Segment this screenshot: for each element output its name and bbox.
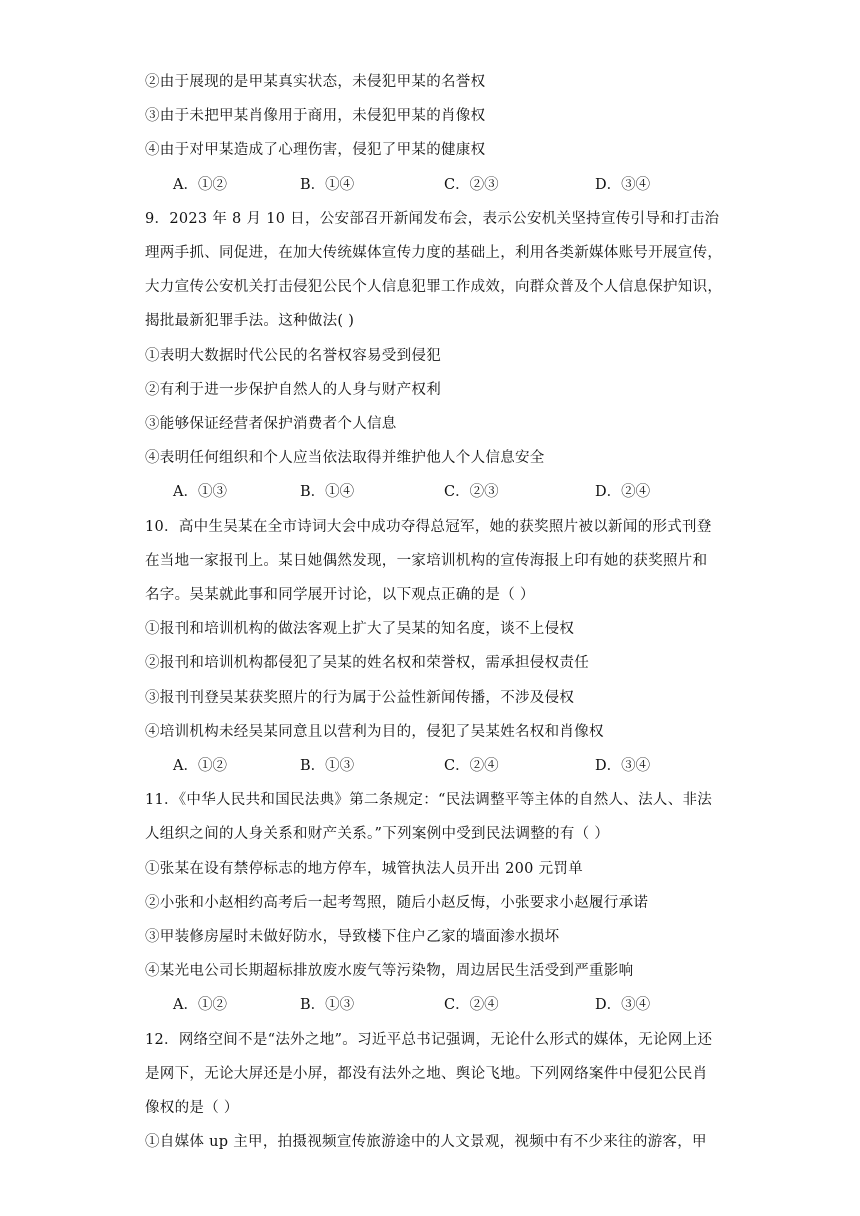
text-line: ③能够保证经营者保护消费者个人信息 <box>145 416 397 432</box>
option-b: B．①④ <box>300 484 355 500</box>
text-line: ④培训机构未经吴某同意且以营利为目的，侵犯了吴某姓名权和肖像权 <box>145 724 604 740</box>
text-line: 名字。吴某就此事和同学展开讨论，以下观点正确的是（ ） <box>145 587 535 603</box>
text-line: ③甲装修房屋时未做好防水，导致楼下住户乙家的墙面渗水损坏 <box>145 929 560 945</box>
text-line: 11．《中华人民共和国民法典》第二条规定：“民法调整平等主体的自然人、法人、非法 <box>145 792 713 808</box>
answer-options <box>173 175 733 195</box>
text-line: 是网下，无论大屏还是小屏，都没有法外之地、舆论飞地。下列网络案件中侵犯公民肖 <box>145 1066 708 1082</box>
text-line: 人组织之间的人身关系和财产关系。”下列案例中受到民法调整的有（ ） <box>145 826 610 842</box>
text-line: ④由于对甲某造成了心理伤害，侵犯了甲某的健康权 <box>145 142 486 158</box>
option-a: A．①② <box>173 997 227 1013</box>
text-line: ②由于展现的是甲某真实状态，未侵犯甲某的名誉权 <box>145 74 486 90</box>
text-line: ③由于未把甲某肖像用于商用，未侵犯甲某的肖像权 <box>145 108 486 124</box>
text-line: ①表明大数据时代公民的名誉权容易受到侵犯 <box>145 348 441 364</box>
text-line: 大力宣传公安机关打击侵犯公民个人信息犯罪工作成效，向群众普及个人信息保护知识， <box>145 279 723 295</box>
option-c: C．②③ <box>444 484 499 500</box>
option-a: A．①② <box>173 177 227 193</box>
text-line: ①报刊和培训机构的做法客观上扩大了吴某的知名度，谈不上侵权 <box>145 621 575 637</box>
text-line: 揭批最新犯罪手法。这种做法( ) <box>145 313 355 329</box>
option-c: C．②③ <box>444 177 499 193</box>
option-a: A．①② <box>173 758 227 774</box>
option-d: D．③④ <box>595 177 651 193</box>
text-line: ②有利于进一步保护自然人的人身与财产权利 <box>145 382 441 398</box>
text-line: ③报刊刊登吴某获奖照片的行为属于公益性新闻传播，不涉及侵权 <box>145 690 575 706</box>
option-b: B．①③ <box>300 758 355 774</box>
option-d: D．②④ <box>595 484 651 500</box>
answer-options <box>173 756 733 776</box>
text-line: 在当地一家报刊上。某日她偶然发现，一家培训机构的宣传海报上印有她的获奖照片和 <box>145 553 708 569</box>
option-b: B．①③ <box>300 997 355 1013</box>
text-line: 12．网络空间不是“法外之地”。习近平总书记强调，无论什么形式的媒体，无论网上还 <box>145 1032 713 1048</box>
option-b: B．①④ <box>300 177 355 193</box>
text-line: ②报刊和培训机构都侵犯了吴某的姓名权和荣誉权，需承担侵权责任 <box>145 655 589 671</box>
text-line: ①张某在设有禁停标志的地方停车，城管执法人员开出 200 元罚单 <box>145 861 583 877</box>
answer-options <box>173 995 733 1015</box>
option-c: C．②④ <box>444 997 499 1013</box>
option-d: D．③④ <box>595 997 651 1013</box>
option-d: D．③④ <box>595 758 651 774</box>
text-line: 理两手抓、同促进，在加大传统媒体宣传力度的基础上，利用各类新媒体账号开展宣传， <box>145 245 723 261</box>
text-line: ①自媒体 up 主甲，拍摄视频宣传旅游途中的人文景观，视频中有不少来往的游客，甲 <box>145 1134 707 1150</box>
text-line: ④表明任何组织和个人应当依法取得并维护他人个人信息安全 <box>145 450 545 466</box>
text-line: 10．高中生吴某在全市诗词大会中成功夺得总冠军，她的获奖照片被以新闻的形式刊登 <box>145 519 712 535</box>
text-line: ④某光电公司长期超标排放废水废气等污染物，周边居民生活受到严重影响 <box>145 963 634 979</box>
option-a: A．①③ <box>173 484 227 500</box>
answer-options <box>173 482 733 502</box>
text-line: 9．2023 年 8 月 10 日，公安部召开新闻发布会，表示公安机关坚持宣传引导和打击治 <box>145 211 720 227</box>
text-line: ②小张和小赵相约高考后一起考驾照，随后小赵反悔，小张要求小赵履行承诺 <box>145 895 649 911</box>
option-c: C．②④ <box>444 758 499 774</box>
text-line: 像权的是（ ） <box>145 1100 239 1116</box>
